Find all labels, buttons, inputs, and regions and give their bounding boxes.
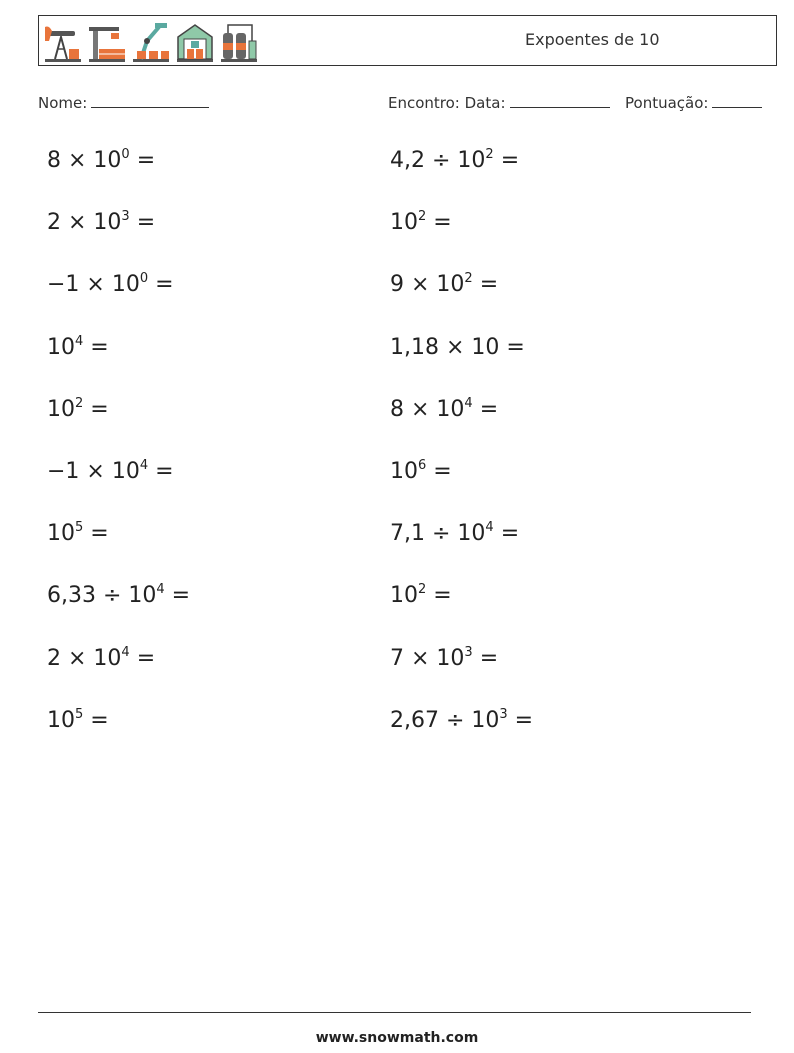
score-blank <box>712 93 762 108</box>
problem-equals: = <box>472 646 499 671</box>
problem-coefficient: 7,1 ÷ <box>390 521 458 546</box>
problem-coefficient: 2,67 ÷ <box>390 708 472 733</box>
problem-base: 10 <box>436 646 465 671</box>
problem-8-right <box>390 583 452 608</box>
problem-equals: = <box>426 210 452 235</box>
problem-base: 10 <box>436 397 465 422</box>
problem-exponent: 2 <box>418 582 427 597</box>
problem-exponent: 0 <box>139 271 149 286</box>
problem-8-left <box>47 583 190 608</box>
problem-coefficient: 9 × <box>390 272 437 297</box>
problem-base: 10 <box>111 272 140 297</box>
problem-3-left <box>47 272 174 297</box>
problem-coefficient: 2 × <box>47 646 94 671</box>
problem-base: 10 <box>93 148 122 173</box>
problem-equals: = <box>148 459 174 484</box>
problem-coefficient: −1 × <box>47 272 112 297</box>
problem-equals: = <box>426 459 452 484</box>
problem-exponent: 4 <box>485 520 494 535</box>
problem-exponent: 2 <box>418 209 427 224</box>
problem-equals: = <box>493 521 520 546</box>
problem-equals: = <box>129 210 156 235</box>
problem-base: 10 <box>128 583 157 608</box>
problem-base: 10 <box>47 335 75 360</box>
problem-exponent: 5 <box>75 520 84 535</box>
problem-3-right <box>390 272 498 297</box>
problem-base: 10 <box>457 148 486 173</box>
meeting-date-blank <box>510 93 610 108</box>
problem-7-left <box>47 521 109 546</box>
problem-coefficient: 8 × <box>47 148 94 173</box>
oil-pump-icon <box>43 19 83 63</box>
problem-equals: = <box>507 708 534 733</box>
problem-equals: = <box>493 148 520 173</box>
problem-exponent: 2 <box>464 271 473 286</box>
problem-6-right <box>390 459 452 484</box>
problem-base: 10 <box>93 210 122 235</box>
problem-equals: = <box>148 272 174 297</box>
problem-2-right <box>390 210 452 235</box>
problem-equals: = <box>83 335 109 360</box>
problem-exponent: 6 <box>418 458 427 473</box>
problem-base: 10 <box>436 272 465 297</box>
problem-equals: = <box>83 521 109 546</box>
problem-coefficient: 6,33 ÷ <box>47 583 129 608</box>
problem-exponent: 0 <box>121 147 130 162</box>
problem-equals: = <box>472 272 499 297</box>
problem-exponent: 2 <box>75 396 84 411</box>
problem-exponent: 4 <box>121 645 130 660</box>
problem-equals: = <box>164 583 191 608</box>
header-icons <box>43 19 259 63</box>
problem-equals: = <box>472 397 499 422</box>
problem-base: 10 <box>93 646 122 671</box>
problem-6-left <box>47 459 174 484</box>
problem-2-left <box>47 210 155 235</box>
problem-5-left <box>47 397 109 422</box>
problem-base: 10 <box>390 210 418 235</box>
problem-exponent: 3 <box>499 707 508 722</box>
problem-10-left <box>47 708 109 733</box>
problem-coefficient: 7 × <box>390 646 437 671</box>
problem-equals: = <box>83 708 109 733</box>
problem-coefficient: 1,18 × <box>390 335 472 360</box>
problem-equals: = <box>499 335 525 360</box>
problem-9-left <box>47 646 155 671</box>
problem-base: 10 <box>457 521 486 546</box>
problem-equals: = <box>83 397 109 422</box>
name-label: Nome: <box>38 94 88 112</box>
worksheet-title: Expoentes de 10 <box>525 30 660 49</box>
problem-10-right <box>390 708 533 733</box>
problem-7-right <box>390 521 519 546</box>
problem-coefficient: −1 × <box>47 459 112 484</box>
header-box <box>38 15 777 66</box>
factory-icon <box>87 19 127 63</box>
footer-divider <box>38 1012 751 1013</box>
problem-4-right <box>390 335 525 360</box>
robot-arm-icon <box>131 19 171 63</box>
problem-exponent: 2 <box>485 147 494 162</box>
problem-1-right <box>390 148 519 173</box>
problem-exponent: 4 <box>139 458 149 473</box>
problem-base: 10 <box>47 708 75 733</box>
problem-4-left <box>47 335 109 360</box>
problem-base: 10 <box>471 335 500 360</box>
problem-exponent: 4 <box>156 582 165 597</box>
meeting-date-label: Encontro: Data: <box>388 94 506 112</box>
problem-equals: = <box>129 646 156 671</box>
problem-coefficient: 4,2 ÷ <box>390 148 458 173</box>
problem-base: 10 <box>390 583 418 608</box>
name-field <box>38 93 209 112</box>
meeting-date-field <box>388 93 610 112</box>
problem-exponent: 3 <box>464 645 473 660</box>
score-label: Pontuação: <box>625 94 709 112</box>
problem-equals: = <box>426 583 452 608</box>
problem-5-right <box>390 397 498 422</box>
warehouse-icon <box>175 19 215 63</box>
problem-9-right <box>390 646 498 671</box>
problem-1-left <box>47 148 155 173</box>
score-field <box>625 93 762 112</box>
footer-site: www.snowmath.com <box>315 1030 479 1046</box>
gas-tanks-icon <box>219 19 259 63</box>
problem-coefficient: 8 × <box>390 397 437 422</box>
problem-base: 10 <box>390 459 418 484</box>
problem-base: 10 <box>471 708 500 733</box>
problem-coefficient: 2 × <box>47 210 94 235</box>
name-blank <box>91 93 209 108</box>
problem-exponent: 3 <box>121 209 130 224</box>
problem-exponent: 5 <box>75 707 84 722</box>
problem-exponent: 4 <box>75 334 84 349</box>
problem-base: 10 <box>47 521 75 546</box>
problem-base: 10 <box>47 397 75 422</box>
problem-base: 10 <box>111 459 140 484</box>
problem-equals: = <box>129 148 156 173</box>
problem-exponent: 4 <box>464 396 473 411</box>
